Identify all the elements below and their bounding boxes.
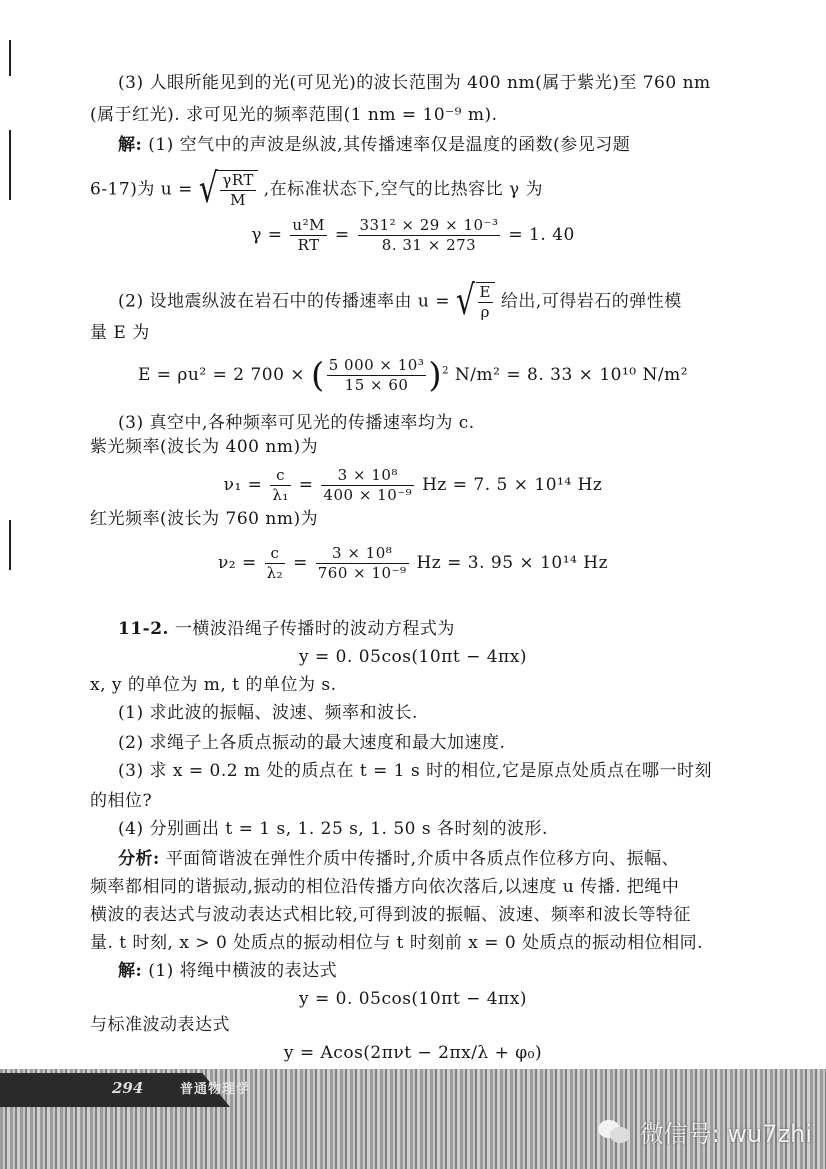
text-line: 红光频率(波长为 760 nm)为 [90, 509, 319, 529]
denominator: λ₂ [266, 564, 284, 582]
text-span: 6-17)为 u = [90, 179, 193, 200]
analysis-label: 分析: [118, 849, 160, 869]
solution-label: 解: [118, 961, 143, 981]
fraction [358, 216, 501, 255]
fraction [265, 544, 286, 583]
text-line: 量. t 时刻, x > 0 处质点的振动相位与 t 时刻前 x = 0 处质点的振动相位相同. [90, 933, 704, 953]
text-span: (1) 将绳中横波的表达式 [148, 961, 338, 981]
equation-text: = [298, 475, 314, 495]
text-line: 量 E 为 [90, 323, 150, 343]
fraction [327, 356, 427, 395]
text-line: 横波的表达式与波动表达式相比较,可得到波的振幅、波速、频率和波长等特征 [90, 905, 691, 925]
fraction [321, 466, 414, 505]
text-line: x, y 的单位为 m, t 的单位为 s. [90, 675, 337, 695]
solution-label: 解: [118, 135, 143, 155]
page-number: 294 [112, 1079, 144, 1097]
book-title: 普通物理学 [180, 1082, 251, 1097]
equation-text: ν₂ = [217, 553, 257, 573]
denominator: 15 × 60 [344, 376, 409, 394]
problem-number: 11-2. [118, 619, 169, 639]
denominator: λ₁ [272, 486, 289, 504]
text-line [118, 134, 764, 156]
text-line: (1) 求此波的振幅、波速、频率和波长. [118, 703, 418, 723]
equation-text: N/m² = 8. 33 × 10¹⁰ N/m² [454, 365, 689, 385]
equation-gamma [0, 216, 826, 255]
text-line: (属于红光). 求可见光的频率范围(1 nm = 10⁻⁹ m). [90, 105, 498, 125]
problem-heading [118, 618, 764, 640]
wechat-icon [598, 1118, 634, 1146]
text-line: 与标准波动表达式 [90, 1015, 230, 1035]
text-span: (1) 空气中的声波是纵波,其传播速率仅是温度的函数(参见习题 [148, 135, 631, 155]
text-line [118, 277, 764, 325]
equation-text: = [334, 225, 350, 245]
sqrt-expression: √ $\frac{\text{γRT}}{M}$ [199, 170, 258, 210]
equation-text: γ = [251, 225, 283, 245]
text-line [118, 960, 764, 982]
text-line: 紫光频率(波长为 400 nm)为 [90, 437, 319, 457]
numerator: u²M [292, 216, 325, 234]
text-line: (3) 求 x = 0.2 m 处的质点在 t = 1 s 时的相位,它是原点处质点在哪一时刻 [118, 761, 713, 781]
equation-nu2 [0, 544, 826, 583]
numerator: γRT [222, 171, 254, 189]
sqrt-expression: √ $\frac{E}{\rho}$ [456, 282, 495, 322]
text-line: (3) 真空中,各种频率可见光的传播速率均为 c. [118, 413, 475, 433]
text-span: 给出,可得岩石的弹性模 [500, 291, 682, 312]
equation-text: ν₁ = [223, 475, 263, 495]
equation-text: Hz = 7. 5 × 10¹⁴ Hz [422, 475, 603, 495]
text-line: 频率都相同的谐振动,振动的相位沿传播方向依次落后,以速度 u 传播. 把绳中 [90, 877, 680, 897]
denominator: 8. 31 × 273 [381, 236, 477, 254]
denominator: M [230, 191, 247, 209]
text-span: 一横波沿绳子传播时的波动方程式为 [174, 619, 455, 639]
numerator: 3 × 10⁸ [321, 466, 414, 486]
denominator: ρ [480, 303, 490, 321]
equation-standard-wave: y = Acos(2πνt − 2πx/λ + φ₀) [283, 1043, 543, 1063]
numerator: 3 × 10⁸ [316, 544, 409, 564]
numerator: E [479, 283, 491, 301]
exponent: 2 [442, 365, 450, 377]
text-line: (2) 求绳子上各质点振动的最大速度和最大加速度. [118, 733, 506, 753]
equation-text: E = ρu² = 2 700 × [137, 365, 306, 385]
fraction [270, 466, 291, 505]
equation-wave: y = 0. 05cos(10πt − 4πx) [299, 989, 527, 1009]
text-line [90, 165, 764, 213]
text-line [118, 848, 764, 870]
numerator: c [270, 466, 291, 486]
numerator: c [265, 544, 286, 564]
equation-text: = [293, 553, 308, 573]
denominator: 400 × 10⁻⁹ [323, 486, 413, 504]
fraction [316, 544, 409, 583]
numerator: 331² × 29 × 10⁻³ [359, 216, 499, 234]
denominator: RT [297, 236, 320, 254]
equation-text: = 1. 40 [508, 225, 575, 245]
scan-margin-mark [9, 40, 11, 76]
watermark-text: 微信号: wu7zhi [639, 1120, 812, 1148]
equation-E: E = ρu² = 2 700 × ( $\frac{\text{5 000 × 10³}}{15 \times 60}$ )$^2$ N/m² = 8. 33 × 10¹⁰ N/m² [137, 355, 689, 396]
equation-text: Hz = 3. 95 × 10¹⁴ Hz [416, 553, 609, 573]
text-span: 平面简谐波在弹性介质中传播时,介质中各质点作位移方向、振幅、 [165, 849, 680, 869]
equation-wave: y = 0. 05cos(10πt − 4πx) [299, 647, 527, 667]
equation-nu1 [0, 466, 826, 505]
scan-margin-mark [9, 130, 11, 200]
text-span: ,在标准状态下,空气的比热容比 γ 为 [263, 179, 544, 200]
denominator: 760 × 10⁻⁹ [317, 564, 407, 582]
fraction [290, 216, 327, 255]
text-line: (4) 分别画出 t = 1 s, 1. 25 s, 1. 50 s 各时刻的波形. [118, 819, 548, 839]
numerator: 5 000 × 10³ [328, 356, 425, 374]
text-line: (3) 人眼所能见到的光(可见光)的波长范围为 400 nm(属于紫光)至 760 nm [118, 73, 711, 93]
wechat-watermark [598, 1114, 812, 1149]
text-line: 的相位? [90, 791, 153, 811]
text-span: (2) 设地震纵波在岩石中的传播速率由 u = [118, 291, 450, 312]
